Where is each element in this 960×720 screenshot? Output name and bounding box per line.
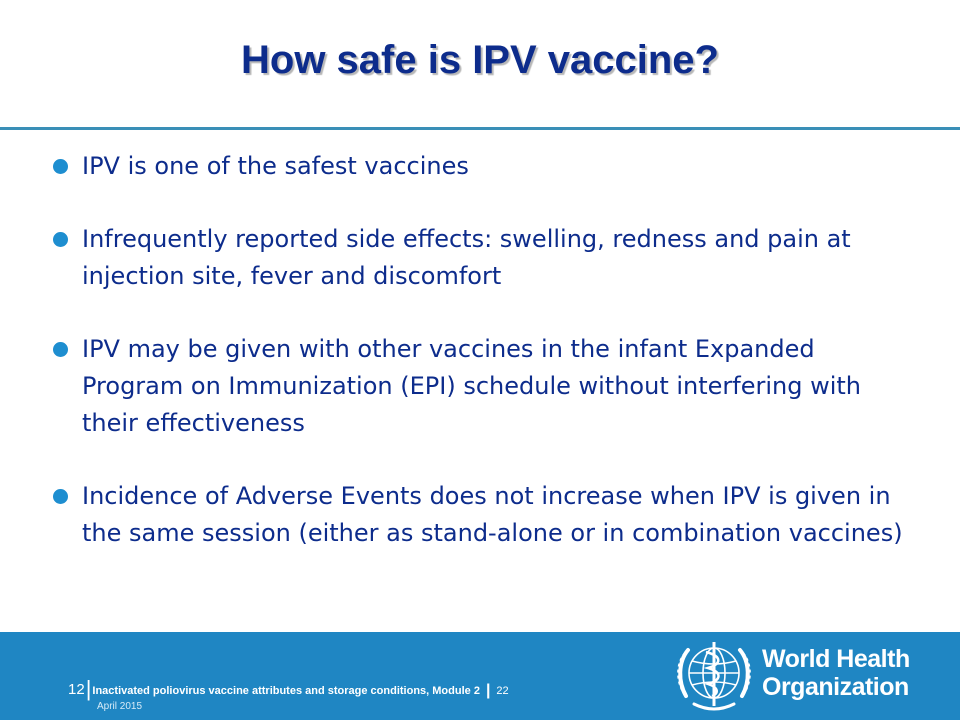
footer-date: April 2015 [97, 701, 143, 712]
page-total: 22 [496, 685, 509, 697]
footer-caption [68, 676, 509, 702]
bullet-text: IPV is one of the safest vaccines [82, 152, 469, 180]
bullet-dot-icon [53, 342, 68, 357]
organization-name-line: Organization [762, 673, 909, 701]
bullet-dot-icon [53, 159, 68, 174]
bullet-list [50, 148, 920, 588]
bullet-dot-icon [53, 489, 68, 504]
bullet-item [50, 221, 920, 295]
title-divider [0, 127, 960, 130]
who-emblem-icon [672, 636, 756, 714]
bullet-item [50, 478, 920, 552]
organization-name [762, 645, 910, 701]
slide-number: 12 [68, 681, 85, 698]
organization-name-line: World Health [762, 645, 910, 673]
bullet-text: Incidence of Adverse Events does not increase when IPV is given in the same session (either as stand-alone or in combination vaccines) [82, 482, 903, 547]
separator-bar: | [85, 676, 92, 701]
module-title: Inactivated poliovirus vaccine attributes and storage conditions, Module 2 [92, 685, 480, 697]
slide-title: How safe is IPV vaccine? [241, 38, 719, 82]
bullet-item [50, 331, 920, 442]
separator-bar: | [485, 682, 491, 699]
bullet-item [50, 148, 920, 185]
bullet-dot-icon [53, 232, 68, 247]
bullet-text: Infrequently reported side effects: swelling, redness and pain at injection site, fever and discomfort [82, 225, 851, 290]
bullet-text: IPV may be given with other vaccines in the infant Expanded Program on Immunization (EPI) schedule without interfering with their effectiveness [82, 335, 862, 437]
